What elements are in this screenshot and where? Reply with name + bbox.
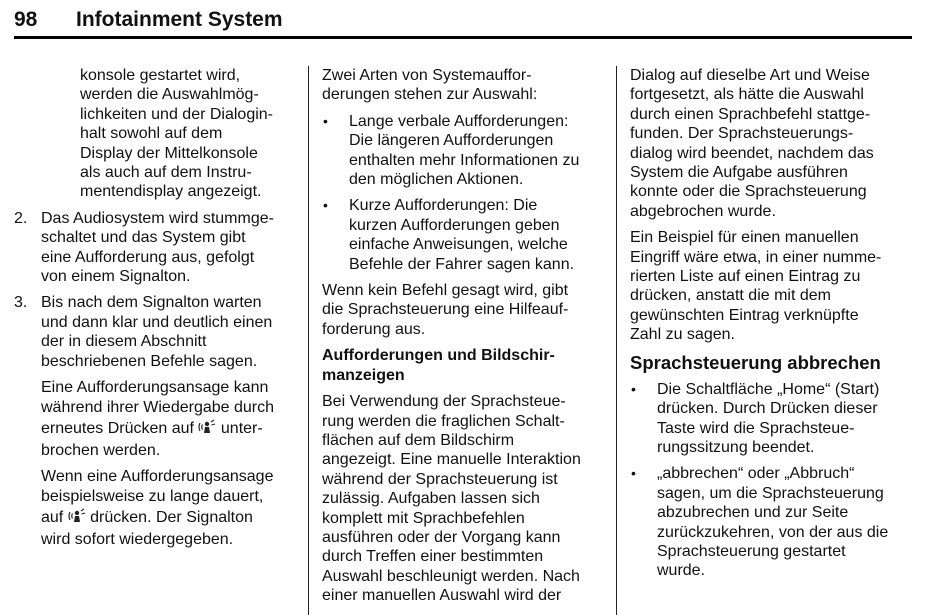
text-line: eine Aufforderung aus, gefolgt [41,248,255,266]
page-header [14,8,912,39]
text-line: Wenn kein Befehl gesagt wird, gibt [322,282,569,300]
text-line: konsole gestartet wird, [80,67,241,84]
column-1 [14,66,299,557]
voice-command-icon [198,419,216,435]
continued-paragraph [14,66,299,202]
interrupt-paragraph [14,378,299,460]
text-line: als auch auf dem Instru- [80,164,252,182]
text-line: Sprachsteuerung gestartet [657,542,846,560]
text-line: und dann klar und deutlich einen [41,313,273,331]
bullet-marker: • [323,197,328,214]
text-line: Die Schaltfläche „Home“ (Start) [657,380,880,398]
text-line: werden die Auswahlmög- [80,86,259,104]
text-line: zurückzukehren, von der aus die [657,523,889,541]
text-line: enthalten mehr Informationen zu [349,151,580,169]
text-line: auf drücken. Der Signalton [41,509,253,527]
text-line: rung werden die fraglichen Schalt- [322,412,565,430]
text-line: den möglichen Aktionen. [349,171,524,189]
text-line: komplett mit Sprachbefehlen [322,509,525,527]
text-line: dialog wird beendet, nachdem das [630,144,874,162]
text-line: durch einen Sprachbefehl stattge- [630,105,871,123]
text-line: Bis nach dem Signalton warten [41,294,262,312]
text-line: mentendisplay angezeigt. [80,183,262,201]
text-line: einer manuellen Auswahl wird der [322,587,562,605]
text-line: durch Treffen einer bestimmten [322,548,544,566]
text-line: einfache Anweisungen, welche [349,236,568,254]
list-number: 3. [14,294,28,312]
text-line: Bei Verwendung der Sprachsteue- [322,393,566,411]
intro-paragraph [322,66,607,105]
list-item-3 [14,293,299,371]
text-line: wird sofort wiedergegeben. [41,531,234,549]
text-line: drücken, anstatt die mit dem [630,287,831,305]
text-line: „abbrechen“ oder „Abbruch“ [657,465,855,483]
page-title: Infotainment System [76,8,283,31]
help-paragraph [322,281,607,339]
bullet-marker: • [631,380,636,397]
text-line: Zwei Arten von Systemauffor- [322,67,532,84]
text-line: Eine Aufforderungsansage kann [41,379,269,397]
text-line: abgebrochen wurde. [630,202,776,220]
text-line: Das Audiosystem wird stummge- [41,209,274,227]
text-line: brochen werden. [41,441,161,459]
section-subheading [322,346,607,385]
bullet-item [322,112,607,190]
text-line: schaltet und das System gibt [41,229,246,247]
section-heading: Sprachsteuerung abbrechen [630,351,881,373]
bullet-item [630,380,915,458]
text-line: Kurze Aufforderungen: Die [349,197,538,215]
text-line: Wenn eine Aufforderungsansage [41,468,274,486]
text-line: Zahl zu sagen. [630,326,735,344]
continued-paragraph [630,66,915,221]
text-line: beispielsweise zu lange dauert, [41,487,264,505]
text-line: von einem Signalton. [41,268,191,286]
bullet-marker: • [631,465,636,482]
text-line: Eingriff wäre etwa, in einer numme- [630,248,882,266]
text-line: lichkeiten und der Dialogin- [80,105,273,123]
text-line: während der Sprachsteuerung ist [322,470,558,488]
text-line: angezeigt. Eine manuelle Interaktion [322,451,581,469]
text-line: wurde. [657,562,706,580]
text-line: forderung aus. [322,320,426,338]
text-line: Befehle der Fahrer sagen kann. [349,255,575,273]
text-line: funden. Der Sprachsteuerungs- [630,125,854,143]
text-line: Display der Mittelkonsole [80,144,258,162]
text-line: zulässig. Aufgaben lassen sich [322,490,540,508]
text-line: fortgesetzt, als hätte die Auswahl [630,86,864,104]
text-line: sagen, um die Sprachsteuerung [657,484,884,502]
text-line: ausführen oder der Vorgang kann [322,528,561,546]
voice-command-icon [68,508,86,524]
text-line: flächen auf dem Bildschirm [322,431,515,449]
column-3 [630,66,915,588]
text-line: Ein Beispiel für einen manuellen [630,229,859,247]
bullet-item [630,464,915,580]
text-line: halt sowohl auf dem [80,125,223,143]
text-line: erneutes Drücken auf unter- [41,419,263,437]
text-line: Dialog auf dieselbe Art und Weise [630,67,870,84]
text-line: der in diesem Abschnitt [41,333,207,351]
example-paragraph [630,228,915,344]
text-line: konnte oder die Sprachsteuerung [630,183,867,201]
column-2 [322,66,607,613]
text-line: abzubrechen und zur Seite [657,504,849,522]
text-line: beschriebenen Befehle sagen. [41,352,258,370]
list-number: 2. [14,209,28,227]
column-divider [616,66,617,615]
long-prompt-paragraph [14,467,299,549]
text-line: rungssitzung beendet. [657,438,815,456]
text-line: manzeigen [322,366,405,384]
text-line: Auswahl beschleunigt werden. Nach [322,567,580,585]
text-line: derungen stehen zur Auswahl: [322,86,538,104]
text-line: System die Aufgabe ausführen [630,164,848,182]
column-divider [308,66,309,615]
text-line: während ihrer Wiedergabe durch [41,398,275,416]
text-line: die Sprachsteuerung eine Hilfeauf- [322,301,569,319]
text-line: gewünschten Eintrag verknüpfte [630,306,859,324]
page-number: 98 [14,8,38,31]
text-line: drücken. Durch Drücken dieser [657,400,878,418]
text-line: Lange verbale Aufforderungen: [349,112,569,130]
bullet-marker: • [323,112,328,129]
text-line: Taste wird die Sprachsteue- [657,419,855,437]
text-line: Die längeren Aufforderungen [349,132,554,150]
text-line: rierten Liste auf einen Eintrag zu [630,268,861,286]
text-line: Aufforderungen und Bildschir- [322,347,555,365]
body-paragraph [322,392,607,605]
list-item-2 [14,209,299,287]
text-line: kurzen Aufforderungen geben [349,216,560,234]
bullet-item [322,196,607,274]
